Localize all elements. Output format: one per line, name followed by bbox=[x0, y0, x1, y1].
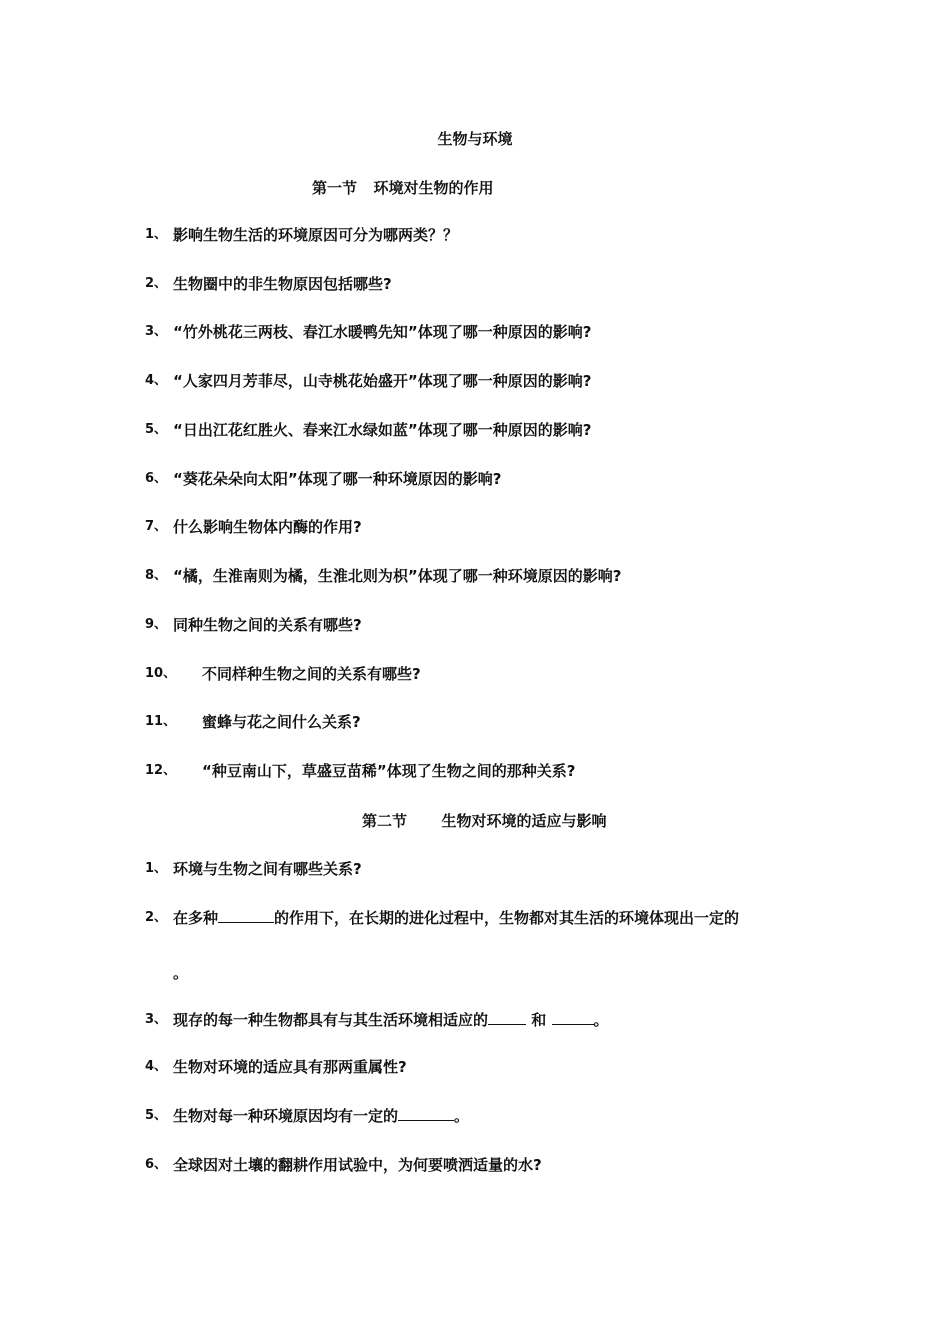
question-number: 6、 bbox=[145, 471, 168, 486]
question-text-part: 的作用下，在长期的进化过程中，生物都对其生活的环境体现出一定的 bbox=[274, 909, 740, 927]
question-text: “人家四月芳菲尽，山寺桃花始盛开”体现了哪一种原因的影响? bbox=[173, 372, 592, 390]
question-number: 4、 bbox=[145, 1059, 168, 1074]
question-text-part: 和 bbox=[531, 1011, 547, 1029]
fill-in-blank bbox=[398, 1106, 454, 1121]
section1-heading bbox=[312, 177, 494, 198]
question-text: 蜜蜂与花之间什么关系? bbox=[202, 713, 361, 731]
question-number: 5、 bbox=[145, 422, 168, 437]
question-text: 生物对环境的适应具有那两重属性? bbox=[173, 1058, 407, 1076]
question-text-part: 。 bbox=[454, 1107, 470, 1125]
question-text-part: 生物对每一种环境原因均有一定的 bbox=[173, 1107, 399, 1125]
question-text: “种豆南山下，草盛豆苗稀”体现了生物之间的那种关系? bbox=[202, 762, 576, 780]
question-number: 11、 bbox=[145, 714, 177, 729]
question-number: 2、 bbox=[145, 910, 168, 925]
section2-heading bbox=[362, 810, 607, 831]
question-number: 10、 bbox=[145, 666, 177, 681]
question-number: 5、 bbox=[145, 1108, 168, 1123]
question-text bbox=[173, 908, 739, 928]
question-number: 8、 bbox=[145, 568, 168, 583]
fill-in-blank bbox=[218, 908, 274, 923]
question-number: 3、 bbox=[145, 1012, 168, 1027]
s2-question-2-continuation bbox=[173, 962, 188, 983]
fill-in-blank bbox=[488, 1010, 526, 1025]
section2-heading-number: 第二节 bbox=[362, 812, 408, 830]
question-text: 什么影响生物体内酶的作用? bbox=[173, 518, 362, 536]
question-text-part: 。 bbox=[173, 964, 189, 982]
question-text: “竹外桃花三两枝、春江水暖鸭先知”体现了哪一种原因的影响? bbox=[173, 323, 592, 341]
question-text-part: 现存的每一种生物都具有与其生活环境相适应的 bbox=[173, 1011, 489, 1029]
section1-heading-title: 环境对生物的作用 bbox=[373, 179, 494, 197]
question-text: 同种生物之间的关系有哪些? bbox=[173, 616, 362, 634]
question-text: “橘，生淮南则为橘，生淮北则为枳”体现了哪一种环境原因的影响? bbox=[173, 567, 622, 585]
section1-heading-number: 第一节 bbox=[312, 179, 358, 197]
question-number: 3、 bbox=[145, 324, 168, 339]
question-text bbox=[173, 1010, 609, 1030]
question-number: 12、 bbox=[145, 763, 177, 778]
question-number: 1、 bbox=[145, 861, 168, 876]
question-text: “日出江花红胜火、春来江水绿如蓝”体现了哪一种原因的影响? bbox=[173, 421, 592, 439]
question-text: 全球因对土壤的翻耕作用试验中，为何要喷洒适量的水? bbox=[173, 1156, 542, 1174]
question-number: 1、 bbox=[145, 227, 168, 242]
question-text-part: 。 bbox=[593, 1011, 609, 1029]
question-text bbox=[173, 1106, 469, 1126]
question-text: 不同样种生物之间的关系有哪些? bbox=[202, 665, 421, 683]
question-number: 7、 bbox=[145, 519, 168, 534]
fill-in-blank bbox=[552, 1010, 594, 1025]
question-text: “葵花朵朵向太阳”体现了哪一种环境原因的影响? bbox=[173, 470, 502, 488]
question-number: 6、 bbox=[145, 1157, 168, 1172]
question-number: 2、 bbox=[145, 276, 168, 291]
question-text-part: 在多种 bbox=[173, 909, 219, 927]
question-text: 生物圈中的非生物原因包括哪些? bbox=[173, 275, 392, 293]
question-text: 环境与生物之间有哪些关系? bbox=[173, 860, 362, 878]
question-number: 4、 bbox=[145, 373, 168, 388]
question-text: 影响生物生活的环境原因可分为哪两类？？ bbox=[173, 226, 459, 244]
question-number: 9、 bbox=[145, 617, 168, 632]
section2-heading-title: 生物对环境的适应与影响 bbox=[441, 812, 607, 830]
document-title: 生物与环境 bbox=[437, 130, 513, 148]
